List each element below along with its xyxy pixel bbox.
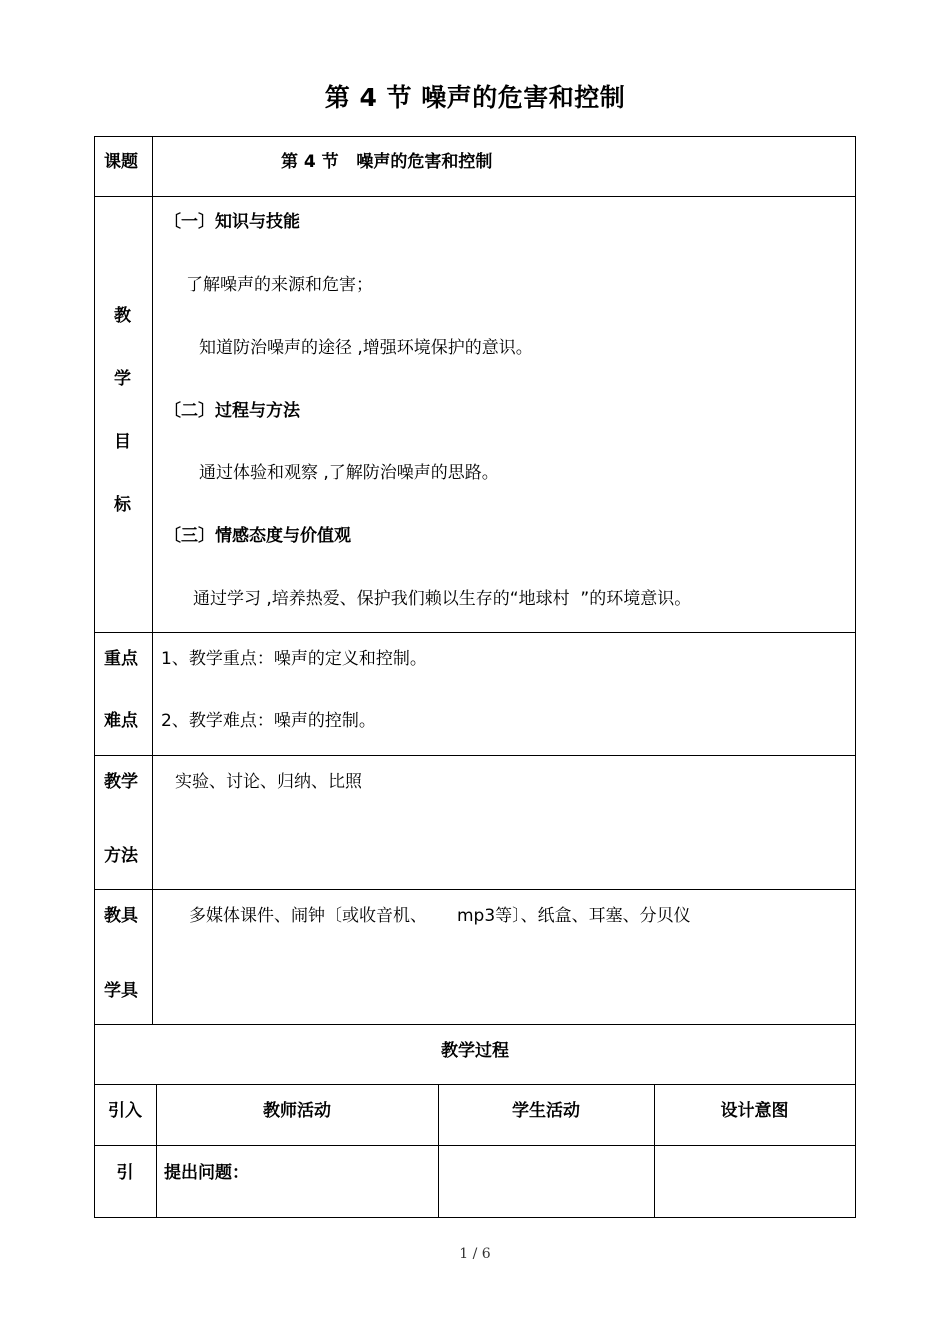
- objectives-label-char: 标: [114, 495, 131, 515]
- process-heading: 教学过程: [441, 1041, 509, 1061]
- row-divider: [94, 755, 856, 756]
- method-label: 方法: [104, 846, 138, 866]
- table-border-bottom: [94, 1217, 856, 1218]
- tools-value-part: 等〕、纸盒、耳塞、分贝仪: [495, 906, 691, 926]
- row-divider: [94, 1145, 856, 1146]
- objectives-text: 通过体验和观察 ,了解防治噪声的思路。: [199, 463, 499, 483]
- tools-value-part: mp3: [457, 906, 496, 926]
- tools-value: [189, 905, 691, 927]
- tools-value-part: 多媒体课件、闹钟〔或收音机、: [189, 906, 427, 926]
- method-value: 实验、讨论、归纳、比照: [175, 772, 362, 792]
- document-title: 第 4 节 噪声的危害和控制: [324, 83, 626, 112]
- objectives-label-char: 学: [114, 369, 131, 389]
- tools-label: 学具: [104, 981, 138, 1001]
- objectives-label-char: 教: [114, 306, 131, 326]
- objectives-section-heading: 〔二〕过程与方法: [164, 401, 300, 421]
- objectives-label-char: 目: [114, 432, 131, 452]
- objectives-section-heading: 〔一〕知识与技能: [164, 212, 300, 232]
- keypoints-label: 难点: [104, 711, 138, 731]
- label-column-divider: [152, 136, 153, 1024]
- objectives-text: 了解噪声的来源和危害；: [186, 275, 373, 295]
- objectives-section-heading: 〔三〕情感态度与价值观: [164, 526, 351, 546]
- objectives-text: 知道防治噪声的途径 ,增强环境保护的意识。: [199, 338, 533, 358]
- process-teacher-activity: 提出问题：: [164, 1163, 249, 1183]
- tools-label: 教具: [104, 906, 138, 926]
- keypoint-item: 1、教学重点：噪声的定义和控制。: [161, 649, 427, 669]
- keypoint-item: 2、教学难点：噪声的控制。: [161, 711, 376, 731]
- method-label: 教学: [104, 772, 138, 792]
- objectives-text: 通过学习 ,培养热爱、保护我们赖以生存的“地球村 ”的环境意识。: [193, 589, 692, 609]
- row-divider: [94, 1084, 856, 1085]
- topic-value: 第 4 节 噪声的危害和控制: [281, 152, 493, 172]
- process-column-header: 设计意图: [720, 1101, 789, 1121]
- row-divider: [94, 632, 856, 633]
- keypoints-label: 重点: [104, 649, 138, 669]
- process-column-header: 教师活动: [263, 1101, 331, 1121]
- process-column-header: 学生活动: [512, 1101, 580, 1121]
- process-row-label: 引: [116, 1163, 134, 1183]
- process-column-header: 引入: [108, 1101, 142, 1121]
- page-number: 1 / 6: [459, 1246, 491, 1262]
- topic-label: 课题: [104, 152, 138, 172]
- row-divider: [94, 1024, 856, 1025]
- table-border-top: [94, 136, 856, 137]
- row-divider: [94, 889, 856, 890]
- row-divider: [94, 196, 856, 197]
